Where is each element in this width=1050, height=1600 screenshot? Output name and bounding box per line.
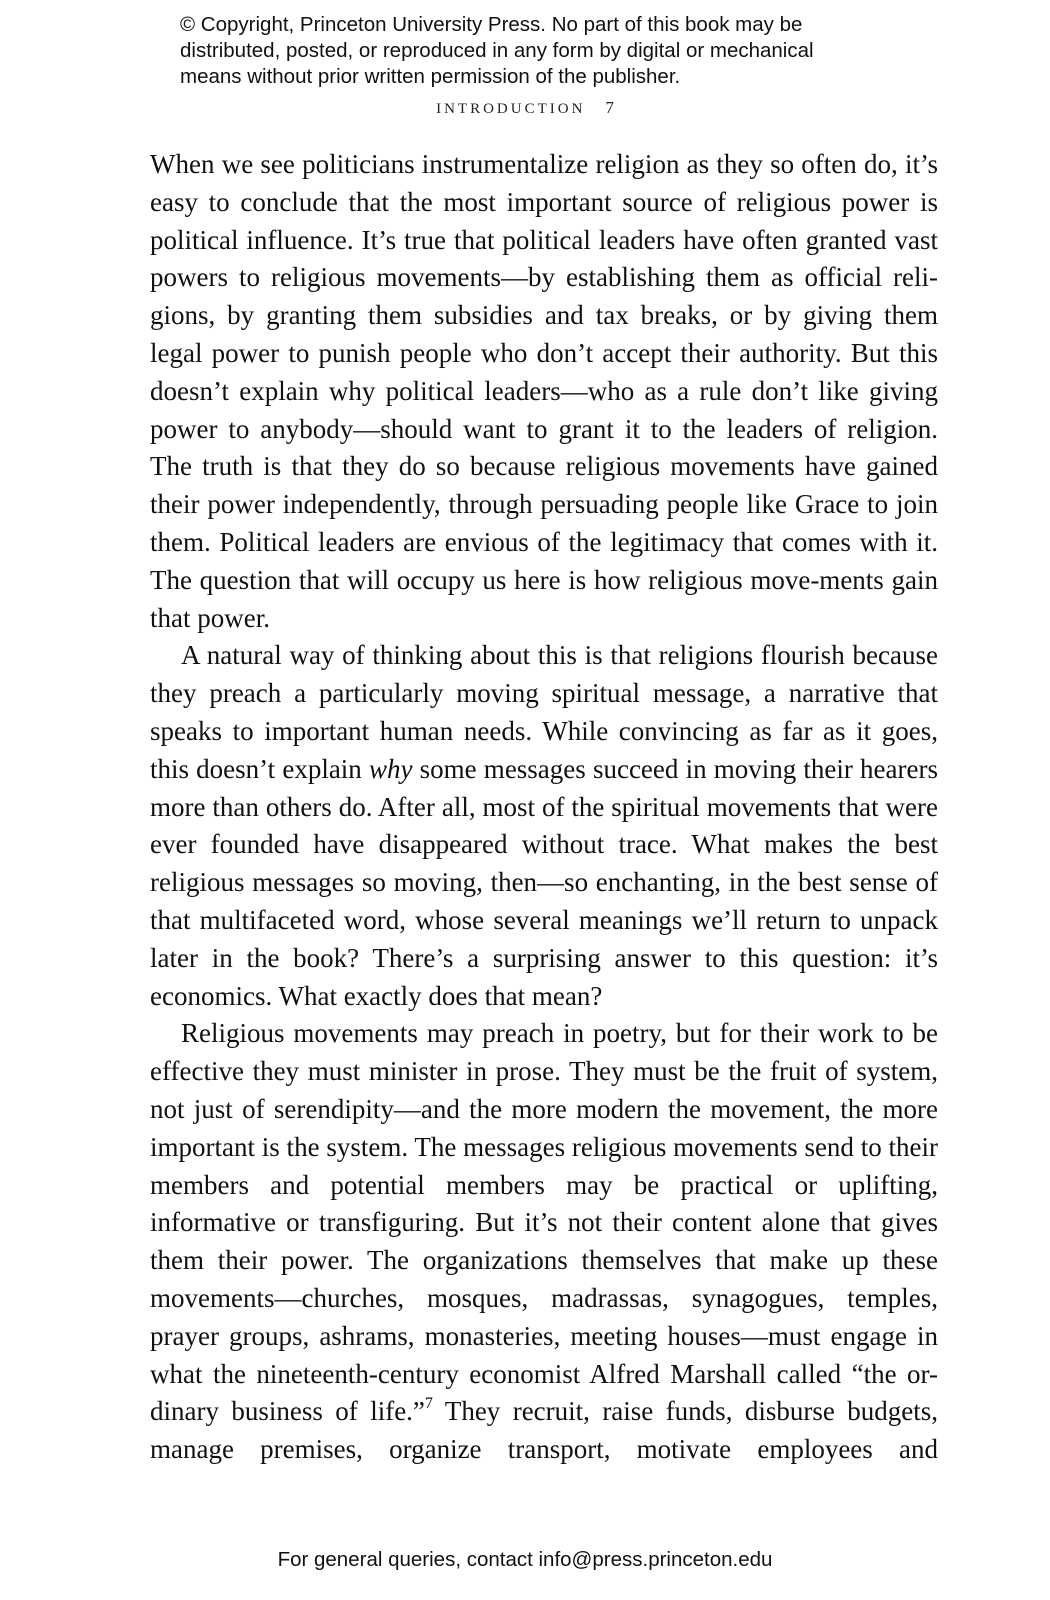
paragraph-2-emphasis: why bbox=[368, 753, 413, 784]
paragraph-2 bbox=[150, 637, 938, 1015]
copyright-line: distributed, posted, or reproduced in any form by digital or mechanical bbox=[180, 39, 814, 62]
paragraph-2-text: A natural way of thinking about this is that religions flourish because they preach a particularly moving spiritual message, a narrative that speaks to important human needs. While convincing as far as it goes, this doesn’t explain bbox=[150, 640, 938, 784]
paragraph-3 bbox=[150, 1015, 938, 1469]
body-text bbox=[150, 146, 938, 1469]
footnote-reference[interactable]: 7 bbox=[424, 1395, 433, 1413]
running-head bbox=[0, 98, 1050, 118]
running-head-title: INTRODUCTION bbox=[436, 101, 586, 117]
page-number: 7 bbox=[605, 98, 614, 117]
paragraph-3-text: Religious movements may preach in poetry, but for their work to be effective they must minister in prose. They must be the fruit of system, not just of serendipity—and the more modern the movement, the more important is the system. The messages religious movements send to their members and potential members may be practical or uplifting, informative or transfiguring. But it’s not their content alone that gives them their power. The organizations themselves that make up these movements—churches, mosques, madrassas, synagogues, temples, prayer groups, ashrams, monasteries, meeting houses—must engage in what the nineteenth-century economist Alfred Marshall called “the or-dinary business of life.” bbox=[150, 1018, 938, 1427]
footer-contact: For general queries, contact info@press.princeton.edu bbox=[277, 1548, 773, 1571]
paragraph-1: When we see politicians instrumentalize religion as they so often do, it’s easy to conclude that the most important source of religious power is political influence. It’s true that political leaders have often granted vast powers to religious movements—by establishing them as official reli-gions, by granting them subsidies and tax breaks, or by giving them legal power to punish people who don’t accept their authority. But this doesn’t explain why political leaders—who as a rule don’t like giving power to anybody—should want to grant it to the leaders of religion. The truth is that they do so because religious movements have gained their power independently, through persuading people like Grace to join them. Political leaders are envious of the legitimacy that comes with it. The question that will occupy us here is how religious move-ments gain that power. bbox=[150, 149, 938, 633]
paragraph-3-text: They recruit, raise funds, disburse budgets, manage premises, organize transport, motivate employees and bbox=[150, 1396, 938, 1465]
copyright-notice bbox=[180, 12, 900, 90]
copyright-line: means without prior written permission of the publisher. bbox=[180, 65, 681, 88]
copyright-line: © Copyright, Princeton University Press. No part of this book may be bbox=[180, 13, 803, 36]
paragraph-2-text: some messages succeed in moving their hearers more than others do. After all, most of the spiritual movements that were ever founded have disappeared without trace. What makes the best religious messages so moving, then—so enchanting, in the best sense of that multifaceted word, whose several meanings we’ll return to unpack later in the book? There’s a surprising answer to this question: it’s economics. What exactly does that mean? bbox=[150, 753, 938, 1011]
